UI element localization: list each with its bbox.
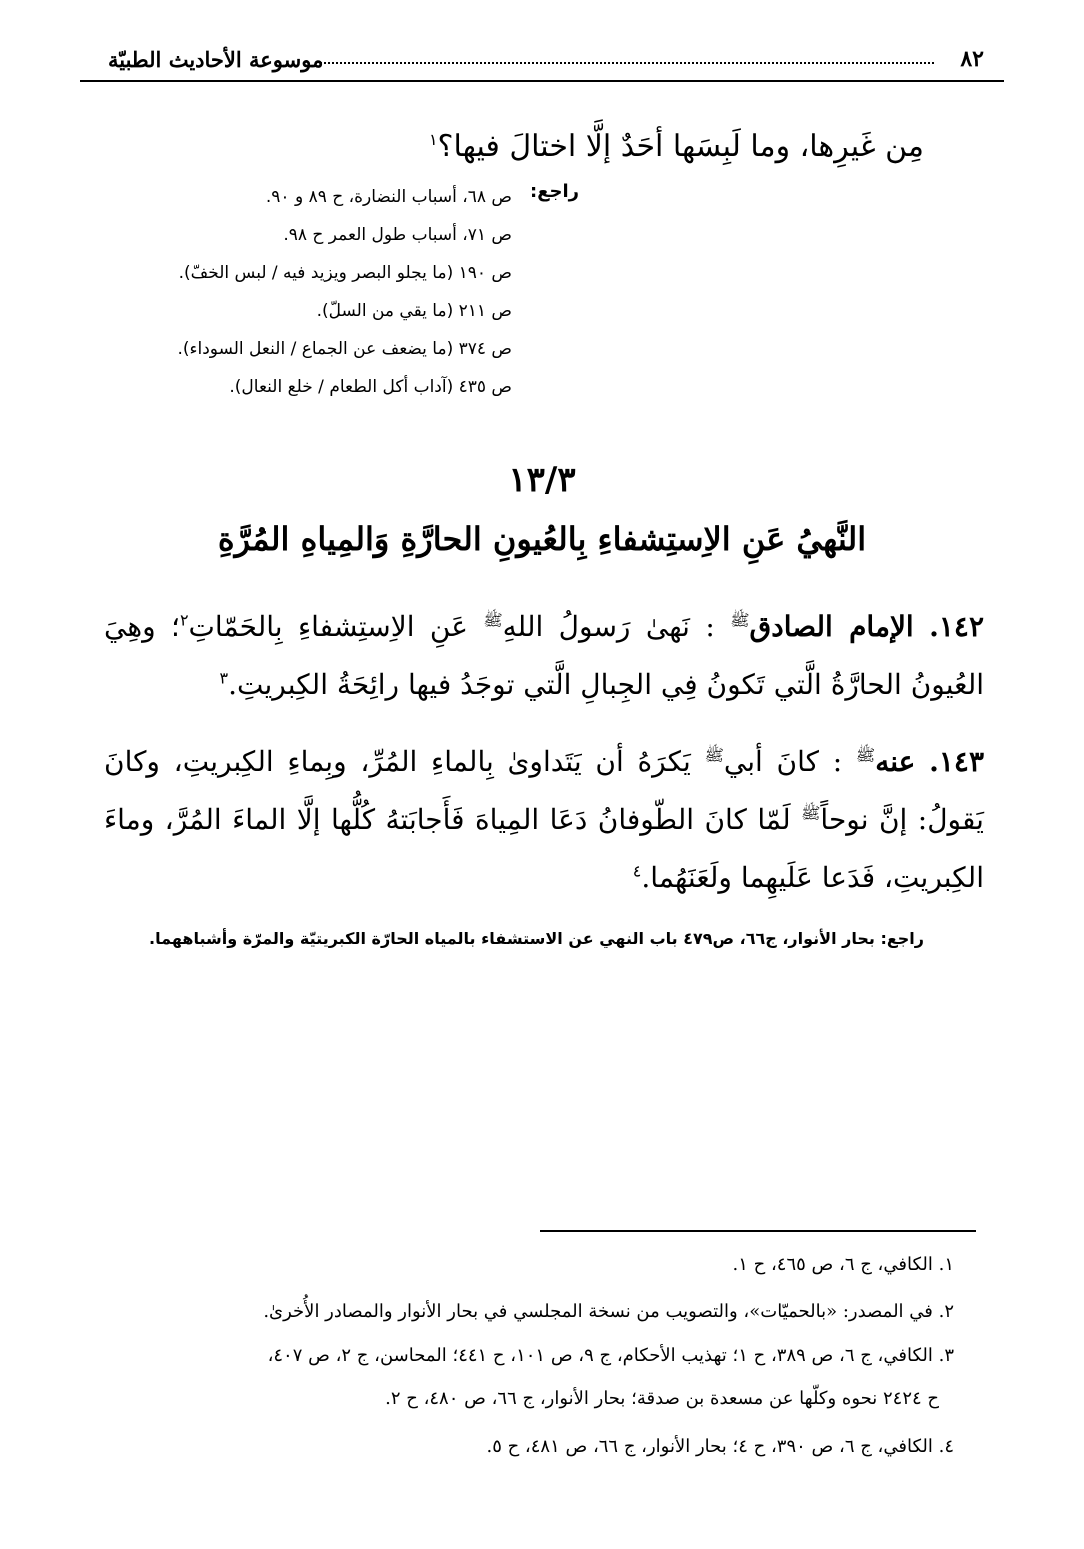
honorific-mark: ﷺ xyxy=(730,610,750,630)
honorific-mark: ﷺ xyxy=(483,610,503,630)
reference-item: ص ٣٧٤ (ما يضعف عن الجماع / النعل السوداء). xyxy=(177,339,512,359)
hadith-text: : نَهىٰ رَسولُ اللهِ xyxy=(502,610,715,643)
hadith-text: لَمّا كانَ الطّوفانُ دَعَا المِياهَ فَأَجابَتهُ كُلُّها إلَّا الماءَ المُرَّ، وماءَ الكِبريتِ، فَدَعا عَلَيهِما ولَعَنَهُما. xyxy=(104,803,984,894)
header-rule xyxy=(80,80,1004,82)
footnote-marker: ١ xyxy=(428,130,438,149)
footnote-rule xyxy=(540,1230,976,1232)
footnote-marker: ٣ xyxy=(219,668,229,688)
header-dot-leader xyxy=(315,62,934,64)
reference-item: ص ١٩٠ (ما يجلو البصر ويزيد فيه / لبس الخفّ). xyxy=(178,263,512,283)
hadith-narrator: عنه xyxy=(875,745,916,778)
footnote-4: ٤. الكافي، ج ٦، ص ٣٩٠، ح ٤؛ بحار الأنوار، ج ٦٦، ص ٤٨١، ح ٥. xyxy=(486,1436,954,1457)
footnote-1: ١. الكافي، ج ٦، ص ٤٦٥، ح ١. xyxy=(732,1254,954,1275)
footnote-3: ٣. الكافي، ج ٦، ص ٣٨٩، ح ١؛ تهذيب الأحكام، ج ٩، ص ١٠١، ح ٤٤١؛ المحاسن، ج ٢، ص ٤٠٧، xyxy=(267,1345,954,1366)
section-number: ١٣/٣ xyxy=(508,460,576,500)
section-title: النَّهيُ عَنِ الاِستِشفاءِ بِالعُيونِ الحارَّةِ وَالمِياهِ المُرَّةِ xyxy=(217,520,867,558)
continuation-line: مِن غَيرِها، وما لَبِسَها أحَدٌ إلَّا اختالَ فيها؟ xyxy=(437,129,924,164)
reference-note: راجع: بحار الأنوار، ج٦٦، ص٤٧٩ باب النهي عن الاستشفاء بالمياه الحارّة الكبريتيّة والمرّة وأشباههما. xyxy=(149,929,924,948)
reference-item: ص ٦٨، أسباب النضارة، ح ٨٩ و ٩٠. xyxy=(265,187,512,207)
honorific-mark: ﷺ xyxy=(801,803,821,823)
honorific-mark: ﷺ xyxy=(855,745,876,765)
footnote-marker: ٢ xyxy=(179,610,189,630)
hadith-number: ١٤٢. xyxy=(929,610,985,643)
footnote-3-continued: ح ٢٤٢٤ نحوه وكلّها عن مسعدة بن صدقة؛ بحار الأنوار، ج ٦٦، ص ٤٨٠، ح ٢. xyxy=(385,1388,939,1409)
reference-item: ص ٢١١ (ما يقي من السلّ). xyxy=(316,301,512,321)
references-label: راجع: xyxy=(530,181,579,202)
continuation-text xyxy=(429,126,924,168)
page-number: ٨٢ xyxy=(960,46,984,72)
hadith-text: : كانَ أبي xyxy=(723,745,843,778)
reference-item: ص ٧١، أسباب طول العمر ح ٩٨. xyxy=(283,225,512,245)
hadith-narrator: الإمام الصادق xyxy=(749,610,914,643)
hadith-143 xyxy=(104,733,984,907)
hadith-text: ؛ وهِيَ العُيونُ الحارَّةُ الَّتي تَكونُ فِي الجِبالِ الَّتي توجَدُ فيها رائِحَةُ الكِبريتِ. xyxy=(104,610,984,701)
hadith-number: ١٤٣. xyxy=(929,745,984,778)
running-header-title: موسوعة الأحاديث الطبيّة xyxy=(108,47,324,72)
reference-item: ص ٤٣٥ (آداب أكل الطعام / خلع النعال). xyxy=(229,377,512,397)
footnote-2: ٢. في المصدر: «بالحميّات»، والتصويب من نسخة المجلسي في بحار الأنوار والمصادر الأُخرىٰ. xyxy=(263,1301,954,1322)
footnote-marker: ٤ xyxy=(632,861,642,881)
hadith-text: عَنِ الاِستِشفاءِ بِالحَمّاتِ xyxy=(188,610,468,643)
hadith-text: يَكرَهُ أن يَتَداوىٰ بِالماءِ المُرِّ، وبِماءِ الكِبريتِ، وكانَ يَقولُ: إنَّ نوحاً xyxy=(104,745,984,836)
honorific-mark: ﷺ xyxy=(704,745,724,765)
references-list xyxy=(177,178,512,406)
hadith-142 xyxy=(104,598,984,714)
